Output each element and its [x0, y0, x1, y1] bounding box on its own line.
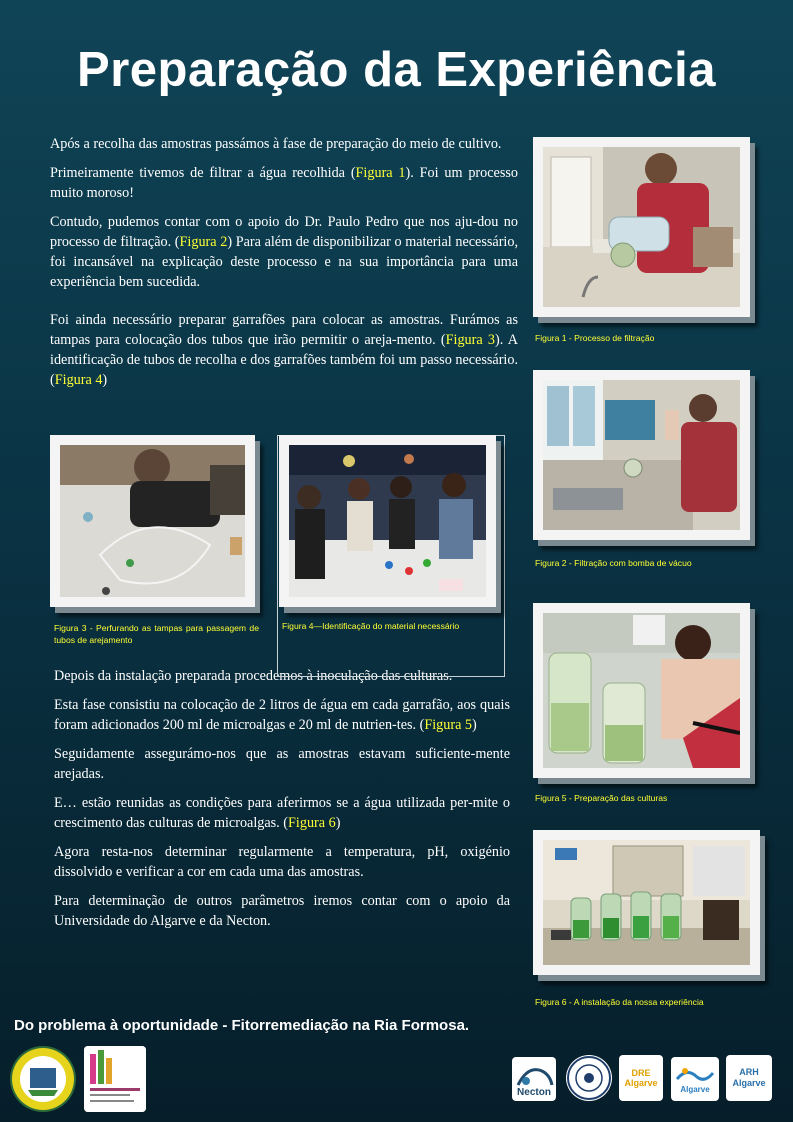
figure-5-photo — [533, 603, 750, 778]
university-logo — [566, 1055, 612, 1101]
culture-preparation-photo-image — [543, 613, 740, 768]
experiment-installation-photo-image — [543, 840, 750, 965]
intro-paragraph-1: Após a recolha das amostras passámos à fase de preparação do meio de cultivo. — [50, 136, 502, 152]
figure-ref-4: Figura 4 — [54, 372, 103, 388]
intro-paragraph-2: Primeiramente tivemos de filtrar a água recolhida (Figura 1). Foi um processo muito moroso! — [50, 165, 518, 201]
algarve-logo — [671, 1057, 719, 1101]
figure-4-caption: Figura 4—Identificação do material necessário — [282, 621, 460, 631]
intro-paragraph-4: Foi ainda necessário preparar garrafões para colocar as amostras. Furámos as tampas para colocação dos tubos que irão permitir o areja-mento. (Figura 3). A identificação de tubos de recolha e dos garrafões também foi um passo necessário. (Figura 4) — [50, 312, 518, 388]
body-text — [54, 666, 510, 940]
award-logo — [84, 1046, 146, 1112]
figure-1-photo — [533, 137, 750, 317]
figure-1-caption: Figura 1 - Processo de filtração — [535, 333, 655, 343]
figure-3-caption: Figura 3 - Perfurando as tampas para passagem de tubos de arejamento — [54, 623, 259, 645]
dre-logo-label: DRE Algarve — [624, 1068, 658, 1088]
identification-material-photo-image — [289, 445, 486, 597]
figure-5-caption: Figura 5 - Preparação das culturas — [535, 793, 668, 803]
figure-ref-5: Figura 5 — [424, 717, 473, 733]
figure-ref-1: Figura 1 — [355, 165, 406, 181]
figure-ref-2: Figura 2 — [179, 234, 228, 250]
page-title: Preparação da Experiência — [77, 43, 716, 97]
body-paragraph-6: Para determinação de outros parâmetros iremos contar com o apoio da Universidade do Algarve e da Necton. — [54, 893, 510, 929]
figure-2-photo — [533, 370, 750, 540]
arh-logo — [726, 1055, 772, 1101]
algarve-logo-label: Algarve — [680, 1084, 710, 1094]
arh-logo-label: ARH Algarve — [732, 1067, 766, 1088]
body-paragraph-4: E… estão reunidas as condições para aferirmos se a água utilizada per-mite o crescimento das culturas de microalgas. (Figura 6) — [54, 795, 510, 831]
dre-logo — [619, 1055, 663, 1101]
school-emblem-icon — [10, 1046, 76, 1112]
figure-2-caption: Figura 2 - Filtração com bomba de vácuo — [535, 558, 692, 568]
figure-ref-6: Figura 6 — [288, 815, 336, 831]
body-paragraph-3: Seguidamente assegurámo-nos que as amostras estavam suficiente-mente arejadas. — [54, 746, 510, 782]
perforating-lids-photo-image — [60, 445, 245, 597]
body-paragraph-2: Esta fase consistiu na colocação de 2 litros de água em cada garrafão, aos quais foram adicionados 200 ml de microalgas e 20 ml de nutrien-tes. (Figura 5) — [54, 697, 510, 733]
intro-paragraph-3: Contudo, pudemos contar com o apoio do Dr. Paulo Pedro que nos aju-dou no processo de filtração. (Figura 2) Para além de disponibilizar o material necessário, foi incansável na explicação deste processo e na sua importância para uma experiência bem sucedida. — [50, 214, 518, 290]
vacuum-filtration-photo-image — [543, 380, 740, 530]
figure-3-photo — [50, 435, 255, 607]
figure-6-caption: Figura 6 - A instalação da nossa experiência — [535, 997, 704, 1007]
intro-text — [50, 134, 518, 399]
school-logo — [10, 1046, 76, 1112]
necton-logo — [512, 1057, 556, 1101]
award-emblem-icon — [84, 1046, 146, 1112]
university-seal-icon — [566, 1055, 612, 1101]
figure-6-photo — [533, 830, 760, 975]
footer-title: Do problema à oportunidade - Fitorremediação na Ria Formosa. — [14, 1017, 470, 1034]
necton-logo-label: Necton — [517, 1086, 551, 1098]
filtration-photo-image — [543, 147, 740, 307]
body-paragraph-1: Depois da instalação preparada procedemos à inoculação das culturas. — [54, 668, 453, 684]
algarve-wave-icon — [675, 1065, 715, 1085]
figure-ref-3: Figura 3 — [445, 332, 496, 348]
body-paragraph-5: Agora resta-nos determinar regularmente a temperatura, pH, oxigénio dissolvido e verificar a cor em cada uma das amostras. — [54, 844, 510, 880]
figure-4-photo — [279, 435, 496, 607]
